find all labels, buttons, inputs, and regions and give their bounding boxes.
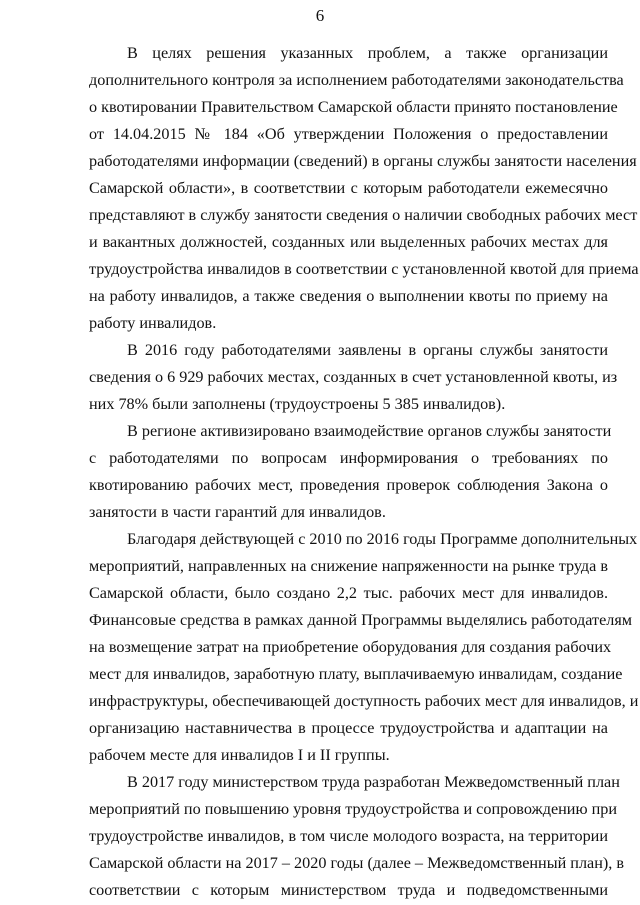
text-line: Благодаря действующей с 2010 по 2016 годы Программе дополнительных [127,530,638,548]
text-line: рабочем месте для инвалидов I и II группы. [89,746,390,764]
text-line: Финансовые средства в рамках данной Программы выделялись работодателям [89,611,633,629]
text-line: дополнительного контроля за исполнением работодателями законодательства [89,71,624,89]
text-line: мероприятий, направленных на снижение напряженности на рынке труда в [89,557,609,575]
paragraph-quota-resolution [89,40,639,337]
page-number: 6 [315,6,325,25]
paragraph-additional-program [89,526,639,769]
text-line: с работодателями по вопросам информирования о требованиях по [89,449,608,467]
text-line: представляют в службу занятости сведения о наличии свободных рабочих мест [89,206,638,224]
text-line: мероприятий по повышению уровня трудоустройства и сопровождению при [89,800,618,818]
text-line: Самарской области на 2017 – 2020 годы (далее – Межведомственный план), в [89,854,625,872]
text-line: Самарской области», в соответствии с которым работодатели ежемесячно [89,179,608,197]
text-line: занятости в части гарантий для инвалидов. [89,503,386,521]
text-line: на возмещение затрат на приобретение оборудования для создания рабочих [89,638,612,656]
text-line: соответствии с которым министерством труда и подведомственными [89,881,608,899]
text-line: трудоустройства инвалидов в соответствии с установленной квотой для приема [89,260,639,278]
text-line: них 78% были заполнены (трудоустроены 5 385 инвалидов). [89,395,506,413]
text-line: В целях решения указанных проблем, а также организации [127,44,608,62]
paragraph-employer-interaction [89,418,612,526]
text-line: от 14.04.2015 № 184 «Об утверждении Положения о предоставлении [89,125,608,143]
text-line: организацию наставничества в процессе трудоустройства и адаптации на [89,719,608,737]
paragraph-interagency-plan [89,769,625,904]
text-line: В регионе активизировано взаимодействие органов службы занятости [127,422,612,440]
paragraph-2016-statistics [89,337,618,418]
text-line: на работу инвалидов, а также сведения о выполнении квоты по приему на [89,287,608,305]
text-line: мест для инвалидов, заработную плату, выплачиваемую инвалидам, создание [89,665,623,683]
text-line: сведения о 6 929 рабочих местах, созданных в счет установленной квоты, из [89,368,618,386]
text-line: работу инвалидов. [89,314,217,332]
text-line: В 2016 году работодателями заявлены в органы службы занятости [127,341,608,359]
document-body [89,40,639,904]
text-line: квотированию рабочих мест, проведения проверок соблюдения Закона о [89,476,608,494]
text-line: В 2017 году министерством труда разработан Межведомственный план [127,773,620,791]
text-line: Самарской области, было создано 2,2 тыс. рабочих мест для инвалидов. [89,584,608,602]
text-line: инфраструктуры, обеспечивающей доступность рабочих мест для инвалидов, и [89,692,639,710]
text-line: работодателями информации (сведений) в органы службы занятости населения [89,152,637,170]
text-line: о квотировании Правительством Самарской области принято постановление [89,98,618,116]
text-line: и вакантных должностей, созданных или выделенных рабочих местах для [89,233,608,251]
text-line: трудоустройстве инвалидов, в том числе молодого возраста, на территории [89,827,608,845]
